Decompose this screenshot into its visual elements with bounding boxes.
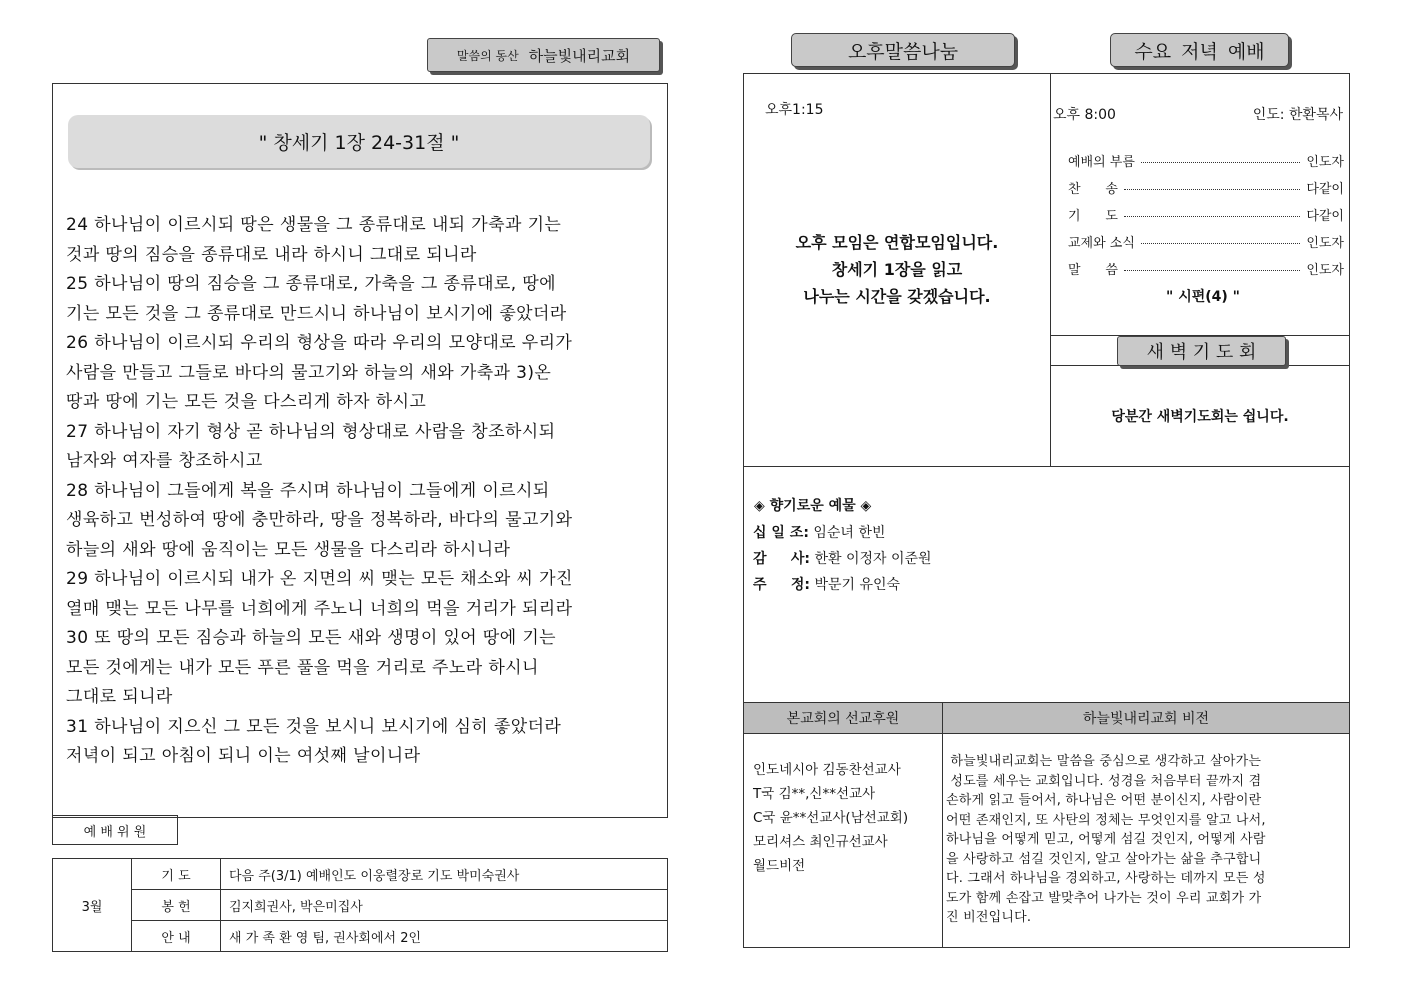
staff-label: 예 배 위 원 [83,824,147,840]
order-row [1068,201,1344,228]
leader-dots [1141,243,1300,244]
verse-line: 남자와 여자를 창조하시고 [66,451,263,471]
mission-heading-cell [744,703,942,733]
vision-line: 진 비전입니다. [946,910,1032,925]
vision-line: 하늘빛내리교회는 말씀을 중심으로 생각하고 살아가는 [946,754,1262,769]
verse-line: 24 하나님이 이르시되 땅은 생물을 그 종류대로 내되 가축과 기는 [66,215,562,235]
vision-text [946,752,1346,928]
staff-value: 다음 주(3/1) 예배인도 이웅렬장로 기도 박미숙권사 [221,859,668,890]
afternoon-line: 오후 모임은 연합모임입니다. [795,233,999,252]
dawn-heading-text: 새 벽 기 도 회 [1146,342,1257,363]
divider [942,702,943,948]
verse-line: 28 하나님이 그들에게 복을 주시며 하나님이 그들에게 이르시되 [66,480,550,501]
dawn-notice: 당분간 새벽기도회는 쉽니다. [1111,409,1289,425]
staff-role: 봉 헌 [132,890,221,921]
mission-heading: 본교회의 선교후원 [786,711,900,727]
verse-line: 기는 모든 것을 그 종류대로 만드시니 하나님이 보시기에 좋았더라 [66,303,567,324]
afternoon-heading-text: 오후말씀나눔 [847,40,959,63]
staff-role: 기 도 [132,859,221,890]
order-who: 인도자 [1306,263,1344,278]
dawn-heading [1117,336,1286,366]
verse-line: 하늘의 새와 땅에 움직이는 모든 생물을 다스리라 하시니라 [66,539,511,560]
mission-item: 월드비전 [753,858,806,874]
mission-item: C국 윤**선교사(남선교회) [753,810,909,826]
church-header [427,38,660,72]
mission-item: 인도네시아 김동찬선교사 [753,762,901,778]
verse-line: 땅과 땅에 기는 모든 것을 다스리게 하자 하시고 [66,392,427,412]
leader-dots [1124,189,1300,190]
offering-names: 한환 이정자 이준원 [814,551,932,567]
verse-line: 생육하고 번성하여 땅에 충만하라, 땅을 정복하라, 바다의 물고기와 [66,510,573,530]
order-item: 찬 송 [1068,182,1118,197]
offering-row [753,572,932,598]
offering-list [753,520,932,598]
wednesday-heading [1110,33,1289,67]
mission-item: T국 김**,신**선교사 [753,786,876,802]
verse-text [66,211,656,772]
verse-line: 그대로 되니라 [66,687,173,707]
wednesday-heading-text: 수요 저녁 예배 [1134,40,1265,63]
order-who: 다같이 [1306,209,1344,224]
vision-line: 하나님을 어떻게 믿고, 어떻게 섬길 것인지, 어떻게 사람 [946,832,1266,847]
order-item: 예배의 부름 [1068,155,1135,170]
vision-heading: 하늘빛내리교회 비전 [1082,711,1210,727]
offering-names: 임순녀 한빈 [813,525,886,541]
vision-line: 성도를 세우는 교회입니다. 성경을 처음부터 끝까지 겸 [946,773,1262,789]
order-who: 인도자 [1306,155,1344,170]
vision-line: 어떤 존재인지, 또 사탄의 정체는 무엇인지를 알고 나서, [946,812,1266,828]
offering-label: 감 사: [753,551,811,567]
vision-line: 을 사랑하고 섬길 것인지, 알고 살아가는 삶을 추구합니 [946,851,1262,867]
staff-month: 3월 [53,859,132,952]
verse-line: 모든 것에게는 내가 모든 푸른 풀을 먹을 거리로 주노라 하시니 [66,657,539,678]
verse-line: 사람을 만들고 그들로 바다의 물고기와 하늘의 새와 가축과 3)온 [66,362,552,383]
offering-row [753,520,932,546]
divider [743,466,1350,467]
offering-row [753,546,932,572]
offering-label: 주 정: [753,577,811,593]
order-who: 다같이 [1306,182,1344,197]
wednesday-time: 오후 8:00 [1053,107,1116,123]
vision-heading-cell [943,703,1349,733]
mission-item: 모리셔스 최인규선교사 [753,834,888,850]
verse-line: 26 하나님이 이르시되 우리의 형상을 따라 우리의 모양대로 우리가 [66,333,573,353]
leader-dots [1124,270,1300,271]
vision-line: 도가 함께 손잡고 발맞추어 나가는 것이 우리 교회가 가 [946,890,1262,906]
order-row [1068,174,1344,201]
verse-line: 저녁이 되고 아침이 되니 이는 여섯째 날이니라 [66,746,421,766]
order-row [1068,255,1344,282]
vision-line: 손하게 읽고 들어서, 하나님은 어떤 분이신지, 사람이란 [946,793,1262,808]
header-small: 말씀의 동산 [456,48,519,63]
staff-table [52,858,668,952]
scripture-title [68,115,650,168]
leader-dots [1124,216,1300,217]
order-item: 말 씀 [1068,263,1118,278]
afternoon-time: 오후1:15 [765,102,824,118]
leader-dots [1141,162,1300,163]
verse-line: 27 하나님이 자기 형상 곧 하나님의 형상대로 사람을 창조하시되 [66,421,556,442]
wednesday-leader: 인도: 한환목사 [1252,107,1343,123]
order-item: 기 도 [1068,209,1118,224]
vision-line: 다. 그래서 하나님을 경외하고, 사랑하는 데까지 모든 성 [946,871,1266,886]
header-church: 하늘빛내리교회 [528,46,631,65]
sermon-title: " 시편(4) " [1166,289,1240,305]
verse-line: 25 하나님이 땅의 짐승을 그 종류대로, 가축을 그 종류대로, 땅에 [66,274,557,294]
divider [743,733,1350,734]
verse-line: 31 하나님이 지으신 그 모든 것을 보시니 보시기에 심히 좋았더라 [66,716,562,737]
verse-line: 열매 맺는 모든 나무를 너희에게 주노니 너희의 먹을 거리가 되리라 [66,598,573,619]
worship-order [1068,147,1344,282]
offering-heading: ◈ 향기로운 예물 ◈ [754,498,872,514]
verse-line: 30 또 땅의 모든 짐승과 하늘의 모든 새와 생명이 있어 땅에 기는 [66,628,557,648]
staff-value: 김지희권사, 박은미집사 [221,890,668,921]
mission-list [753,758,908,878]
afternoon-notice [744,229,1050,310]
staff-value: 새 가 족 환 영 팀, 권사회에서 2인 [221,921,668,952]
scripture-title-text: " 창세기 1장 24-31절 " [258,132,460,154]
verse-line: 29 하나님이 이르시되 내가 온 지면의 씨 맺는 모든 채소와 씨 가진 [66,569,573,589]
staff-role: 안 내 [132,921,221,952]
afternoon-line: 나누는 시간을 갖겠습니다. [803,287,991,306]
order-item: 교제와 소식 [1068,236,1135,251]
order-row [1068,147,1344,174]
staff-label-box [52,815,178,845]
order-who: 인도자 [1306,236,1344,251]
afternoon-heading [791,33,1015,67]
offering-label: 십 일 조: [753,525,809,541]
verse-line: 것과 땅의 짐승을 종류대로 내라 하시니 그대로 되니라 [66,244,477,265]
offering-names: 박문기 유인숙 [814,577,901,593]
afternoon-line: 창세기 1장을 읽고 [831,260,963,279]
order-row [1068,228,1344,255]
